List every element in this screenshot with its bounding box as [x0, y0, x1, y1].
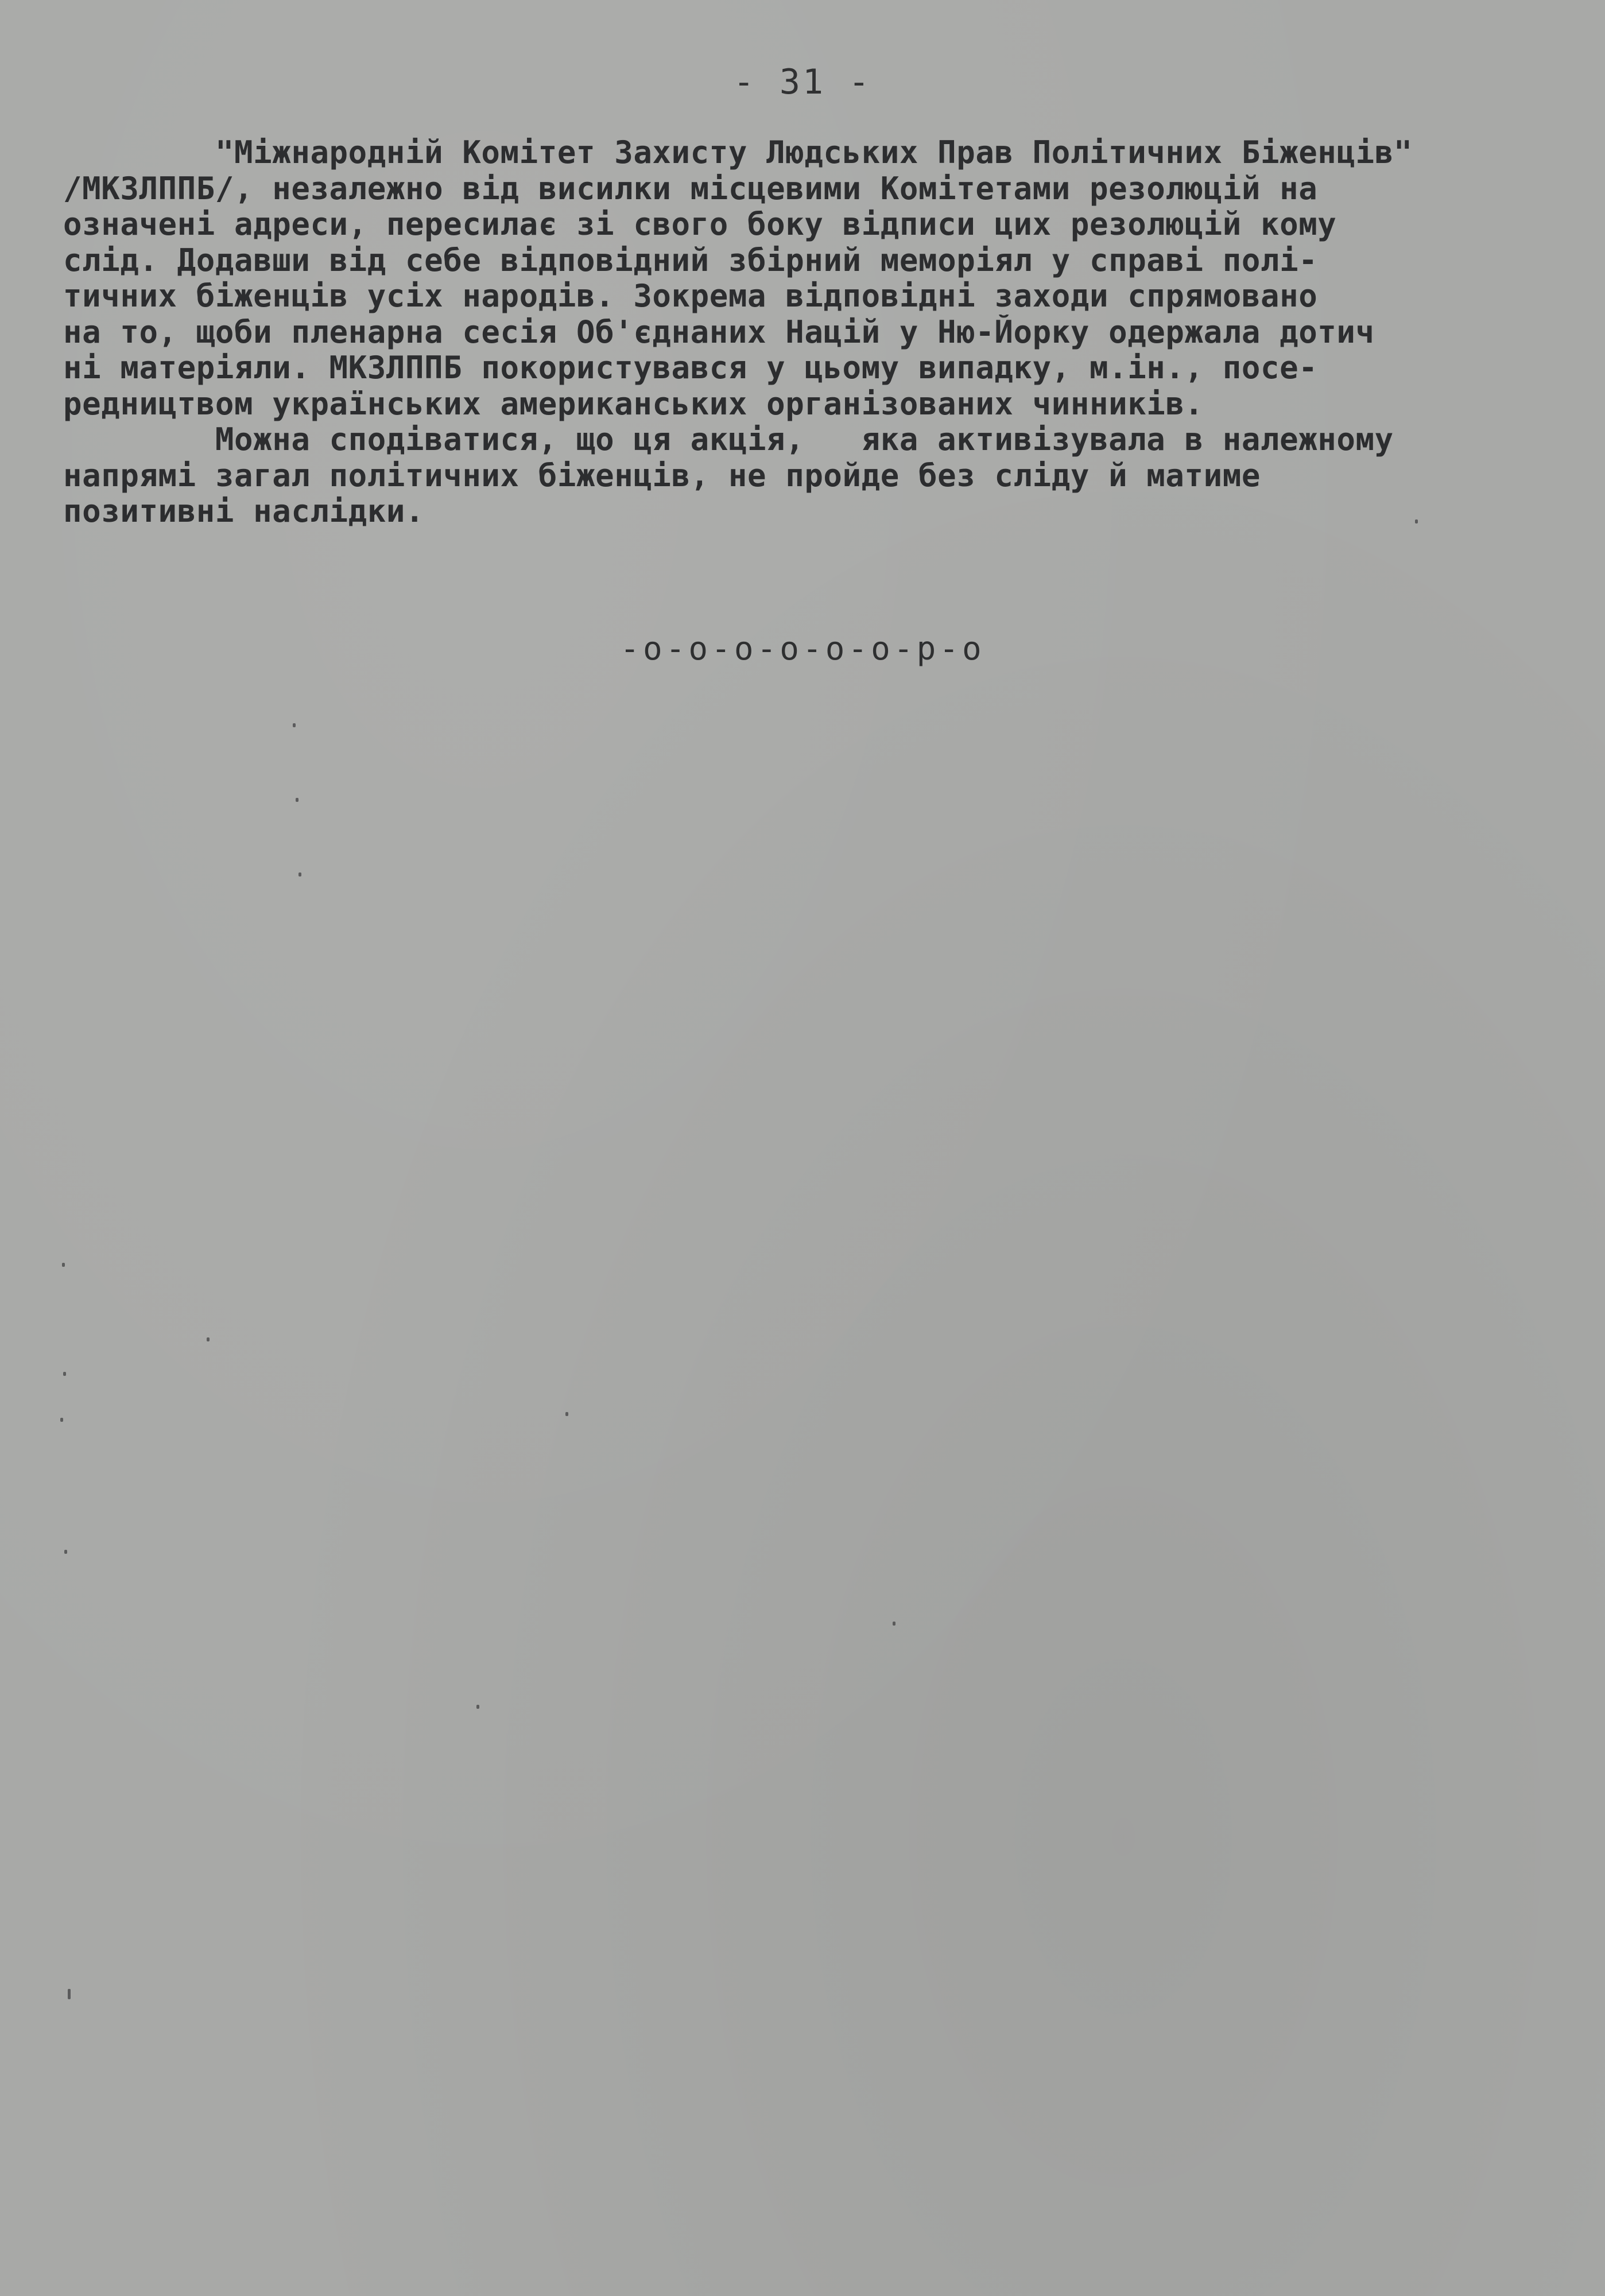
text-line: означені адреси, пересилає зі свого боку відписи цих резолюцій кому	[63, 207, 1337, 242]
section-separator: -о-о-о-о-о-о-р-о	[620, 630, 985, 668]
paper-speck	[1415, 519, 1418, 523]
paper-speck	[62, 1263, 65, 1267]
page-number: - 31 -	[733, 62, 872, 102]
paper-speck	[68, 1989, 71, 1999]
paper-speck	[63, 1372, 66, 1376]
paper-speck	[296, 798, 298, 802]
text-line: "Міжнародній Комітет Захисту Людських Прав Політичних Біженців"	[63, 135, 1413, 170]
paper-speck	[64, 1550, 67, 1554]
paper-speck	[298, 872, 301, 876]
paper-speck	[207, 1337, 210, 1341]
text-line: позитивні наслідки.	[63, 494, 425, 529]
body-text	[63, 135, 1544, 530]
text-line: слід. Додавши від себе відповідний збірний меморіял у справі полі-	[63, 242, 1318, 278]
paper-speck	[476, 1705, 479, 1709]
text-line: ні матеріяли. МКЗЛППБ покористувався у цьому випадку, м.ін., посе-	[63, 350, 1318, 386]
text-line: редництвом українських американських організованих чинників.	[63, 386, 1204, 422]
paper-speck	[293, 723, 296, 727]
paper-speck	[565, 1412, 568, 1416]
text-line: тичних біженців усіх народів. Зокрема відповідні заходи спрямовано	[63, 278, 1318, 314]
text-line: на то, щоби пленарна сесія Об'єднаних Націй у Ню-Йорку одержала дотич	[63, 314, 1375, 350]
paper-speck	[60, 1418, 63, 1422]
text-line: Можна сподіватися, що ця акція, яка активізувала в належному	[63, 422, 1394, 457]
paper-speck	[893, 1622, 895, 1626]
text-line: /МКЗЛППБ/, незалежно від висилки місцевими Комітетами резолюцій на	[63, 170, 1318, 207]
text-line: напрямі загал політичних біженців, не пройде без сліду й матиме	[63, 457, 1261, 494]
